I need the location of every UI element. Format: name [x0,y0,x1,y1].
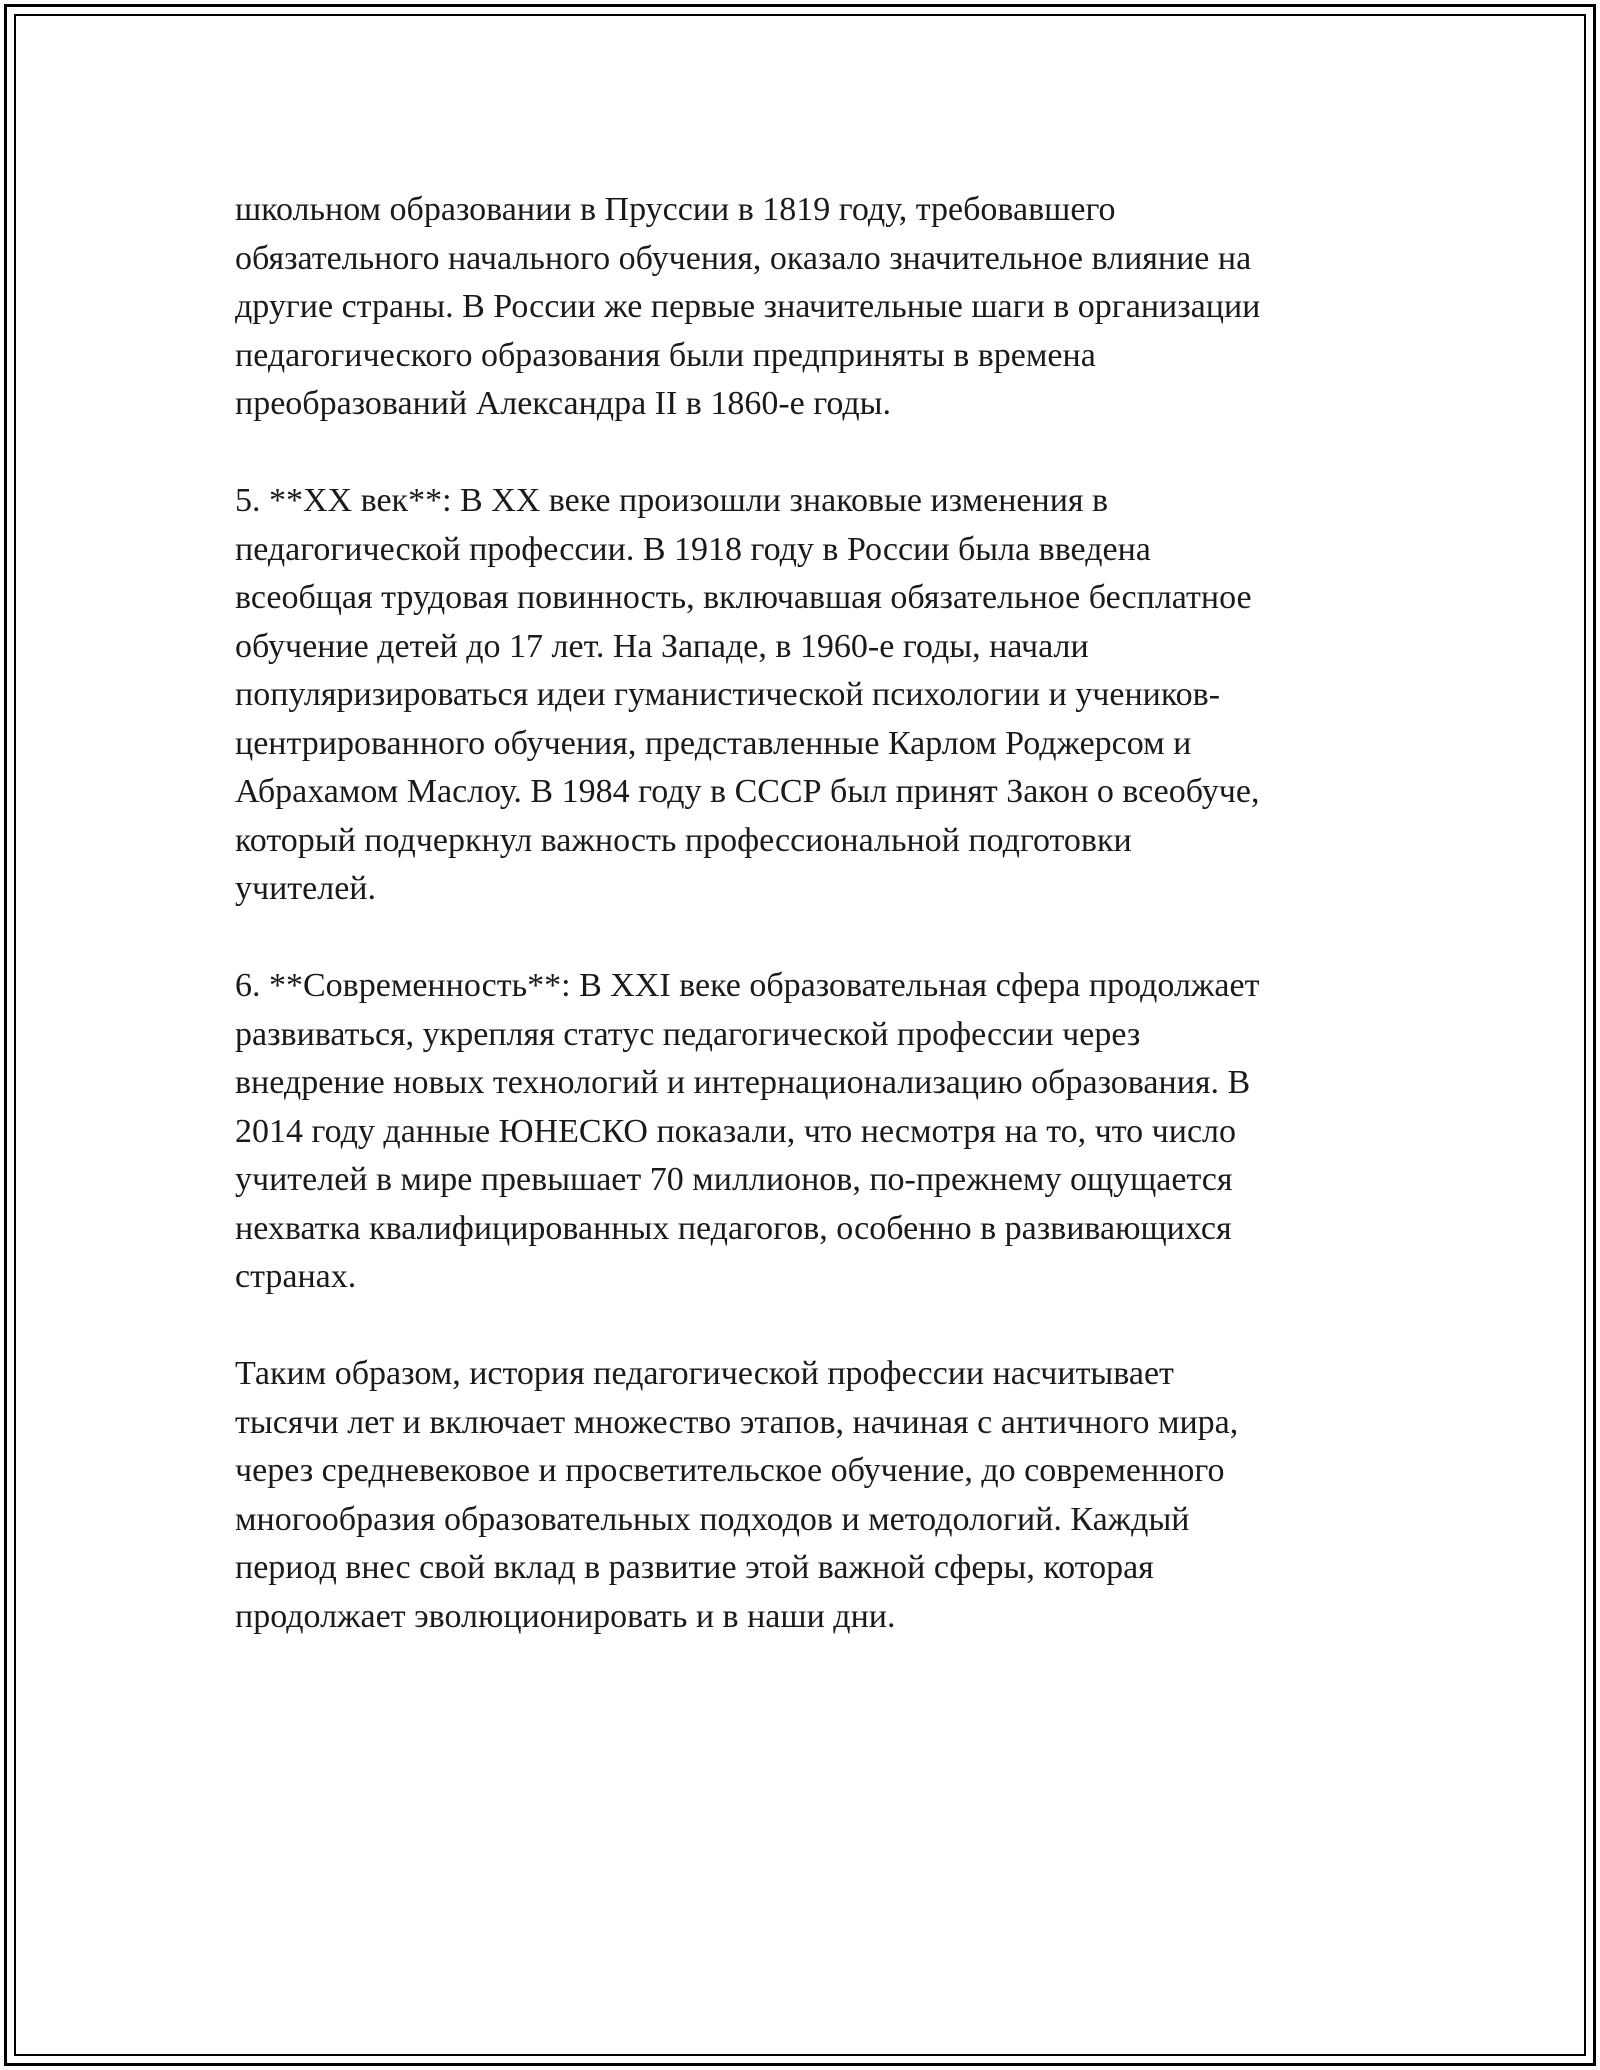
paragraph-xx-century [235,477,1365,914]
text-line: Абрахамом Маслоу. В 1984 году в СССР был принят Закон о всеобуче, [235,773,1260,810]
text-line: преобразований Александра II в 1860-е годы. [235,385,892,422]
text-line: учителей в мире превышает 70 миллионов, по-прежнему ощущается [235,1161,1233,1198]
text-line: Таким образом, история педагогической профессии насчитывает [235,1355,1174,1392]
text-line: педагогического образования были предприняты в времена [235,336,1096,374]
text-line: обучение детей до 17 лет. На Западе, в 1960-е годы, начали [235,627,1089,665]
text-line: развиваться, укрепляя статус педагогической профессии через [235,1015,1141,1053]
text-line: 5. **XX век**: В XX веке произошли знаковые изменения в [235,482,1109,519]
text-line: учителей. [235,870,376,907]
text-line: обязательного начального обучения, оказало значительное влияние на [235,239,1252,277]
paragraph-prussia-russia [235,186,1365,429]
text-line: 2014 году данные ЮНЕСКО показали, что несмотря на то, что число [235,1112,1237,1150]
text-line: школьном образовании в Пруссии в 1819 году, требовавшего [235,191,1116,228]
text-line: продолжает эволюционировать и в наши дни. [235,1597,896,1635]
text-line: всеобщая трудовая повинность, включавшая обязательное бесплатное [235,579,1252,616]
text-line: педагогической профессии. В 1918 году в России была введена [235,530,1151,568]
text-line: другие страны. В России же первые значительные шаги в организации [235,288,1261,325]
paragraph-conclusion [235,1350,1365,1641]
paragraph-modernity [235,962,1365,1302]
document-body [235,186,1365,1641]
text-line: центрированного обучения, представленные Карлом Роджерсом и [235,724,1192,762]
text-line: через средневековое и просветительское обучение, до современного [235,1452,1225,1489]
text-line: популяризироваться идеи гуманистической психологии и учеников- [235,676,1221,713]
text-line: странах. [235,1258,357,1295]
text-line: 6. **Современность**: В XXI веке образовательная сфера продолжает [235,967,1260,1004]
text-line: период внес свой вклад в развитие этой важной сферы, которая [235,1549,1154,1586]
text-line: тысячи лет и включает множество этапов, начиная с античного мира, [235,1403,1239,1441]
text-line: который подчеркнул важность профессиональной подготовки [235,821,1132,859]
text-line: многообразия образовательных подходов и методологий. Каждый [235,1500,1190,1538]
text-line: нехватка квалифицированных педагогов, особенно в развивающихся [235,1209,1232,1247]
text-line: внедрение новых технологий и интернационализацию образования. В [235,1064,1251,1101]
